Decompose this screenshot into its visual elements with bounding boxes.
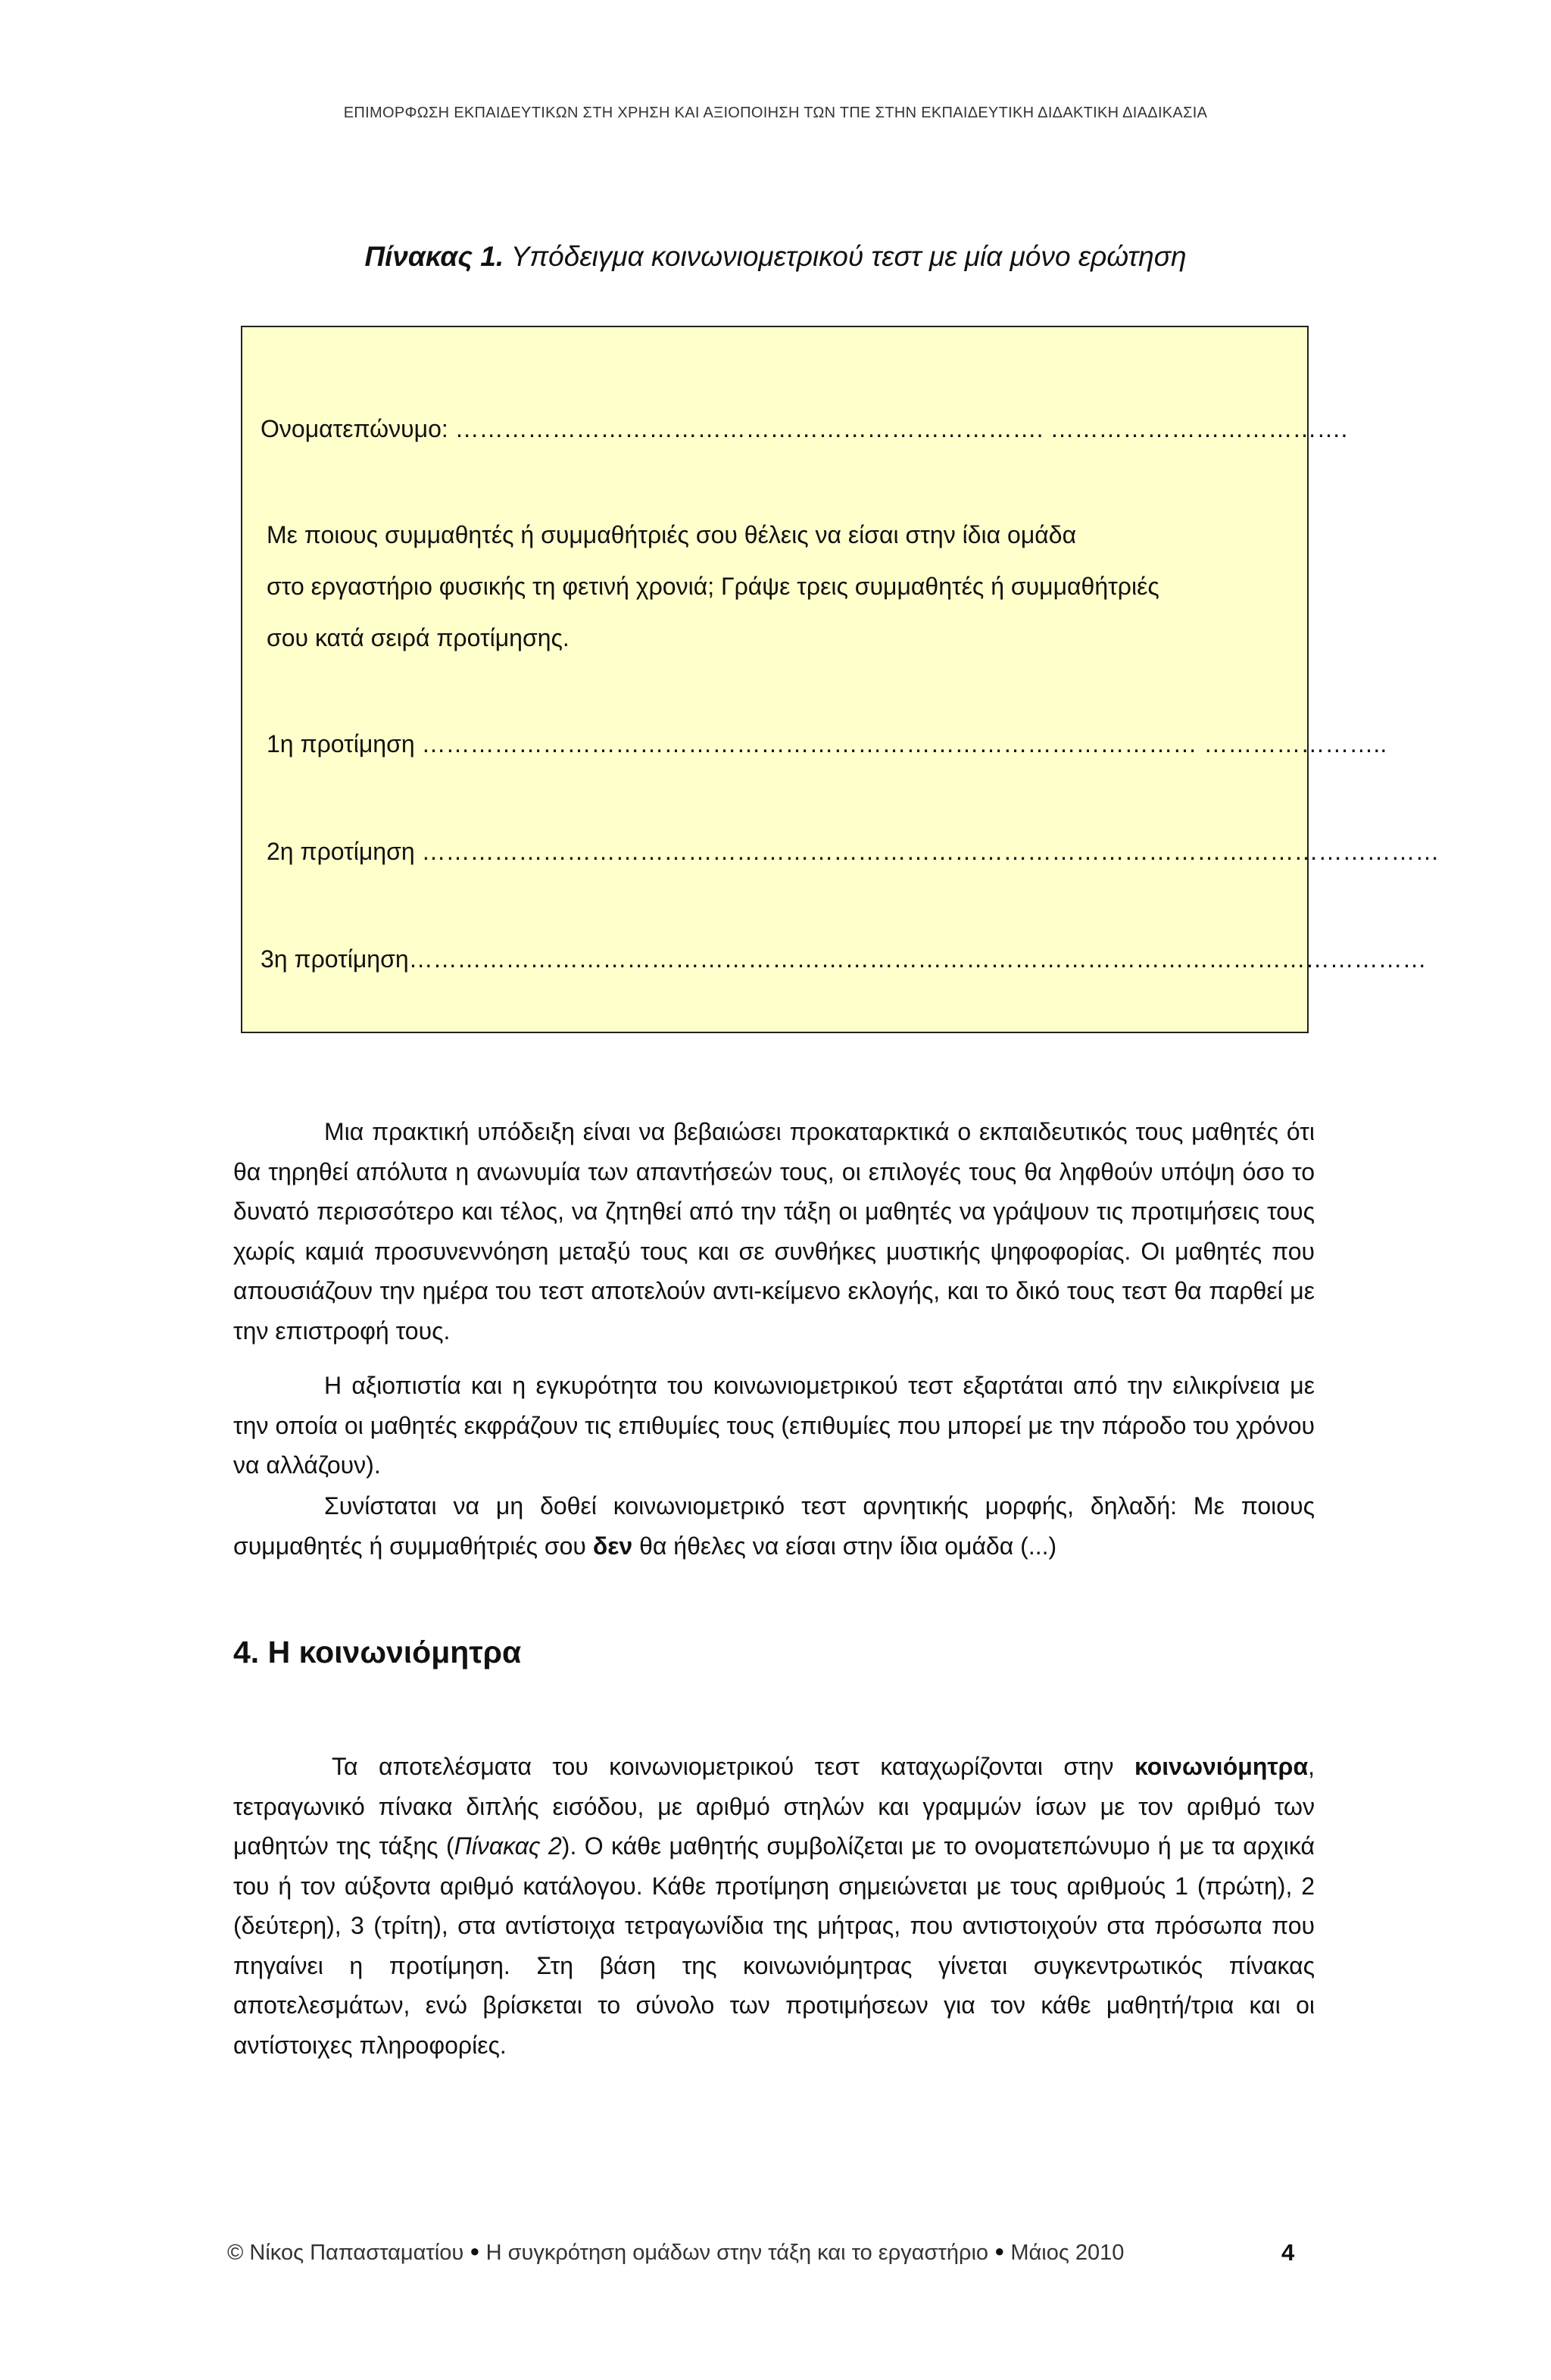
paragraph-3-text-b: θα ήθελες να είσαι στην ίδια ομάδα (...) bbox=[632, 1532, 1057, 1560]
name-line: Ονοματεπώνυμο: ………………………………………………………………. ………………………………. bbox=[261, 415, 1348, 442]
question-line-3: σου κατά σειρά προτίμησης. bbox=[267, 624, 570, 651]
preference-line-2: 2η προτίμηση ……………………………………………………………………………………………………………… bbox=[267, 838, 1440, 865]
paragraph-3-text-a: Συνίσταται να μη δοθεί κοινωνιομετρικό τεστ αρνητικής μορφής, δηλαδή: Με ποιους συμμαθητές ή συμμαθήτριές σου bbox=[233, 1492, 1315, 1560]
paragraph-4-emphasis: κοινωνιόμητρα bbox=[1134, 1753, 1309, 1780]
paragraph-1-text: Μια πρακτική υπόδειξη είναι να βεβαιώσει προκαταρκτικά ο εκπαιδευτικός τους μαθητές ότι θα τηρηθεί απόλυτα η ανωνυμία των απαντήσεών τους, οι επιλογές τους θα ληφθούν υπόψη όσο το δυνατό περισσότερο και τέλος, να ζητηθεί από την τάξη οι μαθητές να γράψουν τις προτιμήσεις τους χωρίς καμιά προσυνεννόηση μεταξύ τους και σε συνθήκες μυστικής ψηφοφορίας. Οι μαθητές που απουσιάζουν την ημέρα του τεστ αποτελούν αντι-κείμενο εκλογής, και το δικό τους τεστ θα παρθεί με την επιστροφή τους. bbox=[233, 1118, 1315, 1345]
footer-bullet-1: ● bbox=[470, 2241, 480, 2260]
running-header: ΕΠΙΜΟΡΦΩΣΗ ΕΚΠΑΙΔΕΥΤΙΚΩΝ ΣΤΗ ΧΡΗΣΗ ΚΑΙ ΑΞΙΟΠΟΙΗΣΗ ΤΩΝ ΤΠΕ ΣΤΗΝ ΕΚΠΑΙΔΕΥΤΙΚΗ ΔΙΔΑΚΤΙΚΗ ΔΙΑΔΙΚΑΣΙΑ bbox=[343, 105, 1208, 121]
table-caption bbox=[0, 241, 1551, 273]
paragraph-4-text-c: ). Ο κάθε μαθητής συμβολίζεται με το ονοματεπώνυμο ή με τα αρχικά του ή τον αύξοντα αριθμό κατάλογου. Κάθε προτίμηση σημειώνεται με τους αριθμούς 1 (πρώτη), 2 (δεύτερη), 3 (τρίτη), στα αντίστοιχα τετραγωνίδια της μήτρας, που αντιστοιχούν στα πρόσωπα που πηγαίνει η προτίμηση. Στη βάση της κοινωνιόμητρας γίνεται συγκεντρωτικός πίνακας αποτελεσμάτων, ενώ βρίσκεται το σύνολο των προτιμήσεων για τον κάθε μαθητή/τρια και οι αντίστοιχες πληροφορίες. bbox=[233, 1832, 1315, 2059]
paragraph-4-text-b: , τετραγωνικό πίνακα διπλής εισόδου, με αριθμό στηλών και γραμμών ίσων με τον αριθμό των μαθητών της τάξης ( bbox=[233, 1753, 1315, 1860]
question-line-2: στο εργαστήριο φυσικής τη φετινή χρονιά; Γράψε τρεις συμμαθητές ή συμμαθήτριές bbox=[267, 573, 1159, 600]
paragraph-4 bbox=[233, 1747, 1315, 2065]
footer-title: Η συγκρότηση ομάδων στην τάξη και το εργαστήριο bbox=[485, 2241, 989, 2265]
sociometric-test-form bbox=[241, 326, 1440, 1033]
preference-line-3: 3η προτίμηση……………………………………………………………………………………………………………… bbox=[261, 945, 1427, 973]
footer-date: Μάιος 2010 bbox=[1010, 2241, 1125, 2265]
page-number: 4 bbox=[1281, 2239, 1295, 2266]
paragraph-3 bbox=[233, 1486, 1315, 1566]
section-title: 4. Η κοινωνιόμητρα bbox=[233, 1635, 522, 1669]
page-footer bbox=[227, 2241, 1303, 2266]
preference-line-1: 1η προτίμηση …………………………………………………………………………………… ………………….. bbox=[267, 730, 1387, 757]
paragraph-3-emphasis: δεν bbox=[592, 1532, 633, 1560]
footer-copyright: © Νίκος Παπασταματίου bbox=[227, 2241, 464, 2265]
paragraph-4-text-a: Τα αποτελέσματα του κοινωνιομετρικού τεστ καταχωρίζονται στην bbox=[332, 1753, 1134, 1780]
paragraph-4-table-ref: Πίνακας 2 bbox=[454, 1832, 562, 1860]
caption-label: Πίνακας 1. bbox=[364, 241, 504, 272]
paragraph-2-text: Η αξιοπιστία και η εγκυρότητα του κοινωνιομετρικού τεστ εξαρτάται από την ειλικρίνεια με την οποία οι μαθητές εκφράζουν τις επιθυμίες τους (επιθυμίες που μπορεί με την πάροδο του χρόνου να αλλάζουν). bbox=[233, 1372, 1315, 1479]
question-line-1: Με ποιους συμμαθητές ή συμμαθήτριές σου θέλεις να είσαι στην ίδια ομάδα bbox=[267, 521, 1077, 548]
paragraph-1 bbox=[233, 1112, 1315, 1351]
caption-text: Υπόδειγμα κοινωνιομετρικού τεστ με μία μόνο ερώτηση bbox=[504, 241, 1187, 272]
paragraph-2 bbox=[233, 1366, 1315, 1485]
footer-bullet-2: ● bbox=[994, 2241, 1005, 2260]
